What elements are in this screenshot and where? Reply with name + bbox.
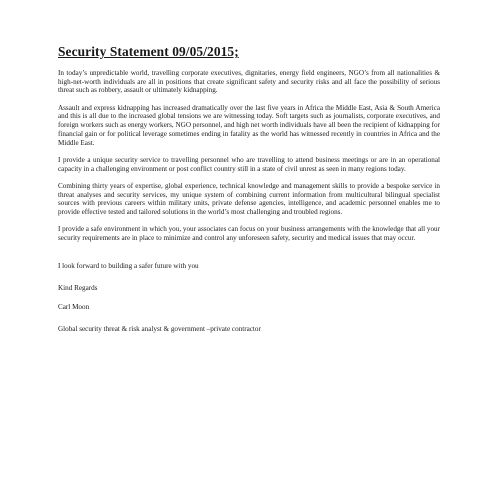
document-title: Security Statement 09/05/2015;: [58, 44, 239, 59]
paragraph-service-offering: I provide a unique security service to travelling personnel who are travelling to attend business meetings or are in an operational capacity in a challenging environment or post conflict country still in a state of civil unrest as seen in many regions today.: [58, 155, 440, 173]
paragraph-safe-environment: I provide a safe environment in which you, your associates can focus on your business arrangements with the knowledge that all your security requirements are in place to minimize and control any unforeseen safety, security and medical issues that may occur.: [58, 225, 440, 242]
salutation: Kind Regards: [58, 283, 98, 292]
signatory-title: Global security threat & risk analyst & government –private contractor: [58, 325, 261, 334]
letter-body: [58, 44, 440, 348]
signatory-name: Carl Moon: [58, 303, 90, 312]
paragraph-expertise: Combining thirty years of expertise, global experience, technical knowledge and management skills to provide a bespoke service in threat analyses and security services, my unique system of combining current information from multicultural bilingual specialist sources with previous careers within military units, private defense agencies, intelligence, and academic personnel enables me to provide effective tested and tailored solutions in the world’s most challenging and troubled regions.: [58, 181, 440, 216]
paragraph-kidnapping-trends: Assault and express kidnapping has increased dramatically over the last five years in Africa the Middle East, Asia & South America and this is all due to the increased global tensions we are witnessing today. Soft targets such as journalists, corporate executives, and foreign workers such as energy workers, NGO personnel, and high net worth individuals have all been the recipient of kidnapping for financial gain or for political leverage sometimes ending in fatality as the world has witnessed recently in countries in Africa and the Middle East.: [58, 103, 440, 147]
paragraph-threat-overview: In today’s unpredictable world, travelling corporate executives, dignitaries, energy field engineers, NGO’s from all nationalities & high-net-worth individuals are all in positions that create significant safety and security risks and all face the possibility of serious threat such as robbery, assault or ultimately kidnapping.: [58, 69, 440, 95]
closing-line: I look forward to building a safer future with you: [58, 261, 199, 270]
